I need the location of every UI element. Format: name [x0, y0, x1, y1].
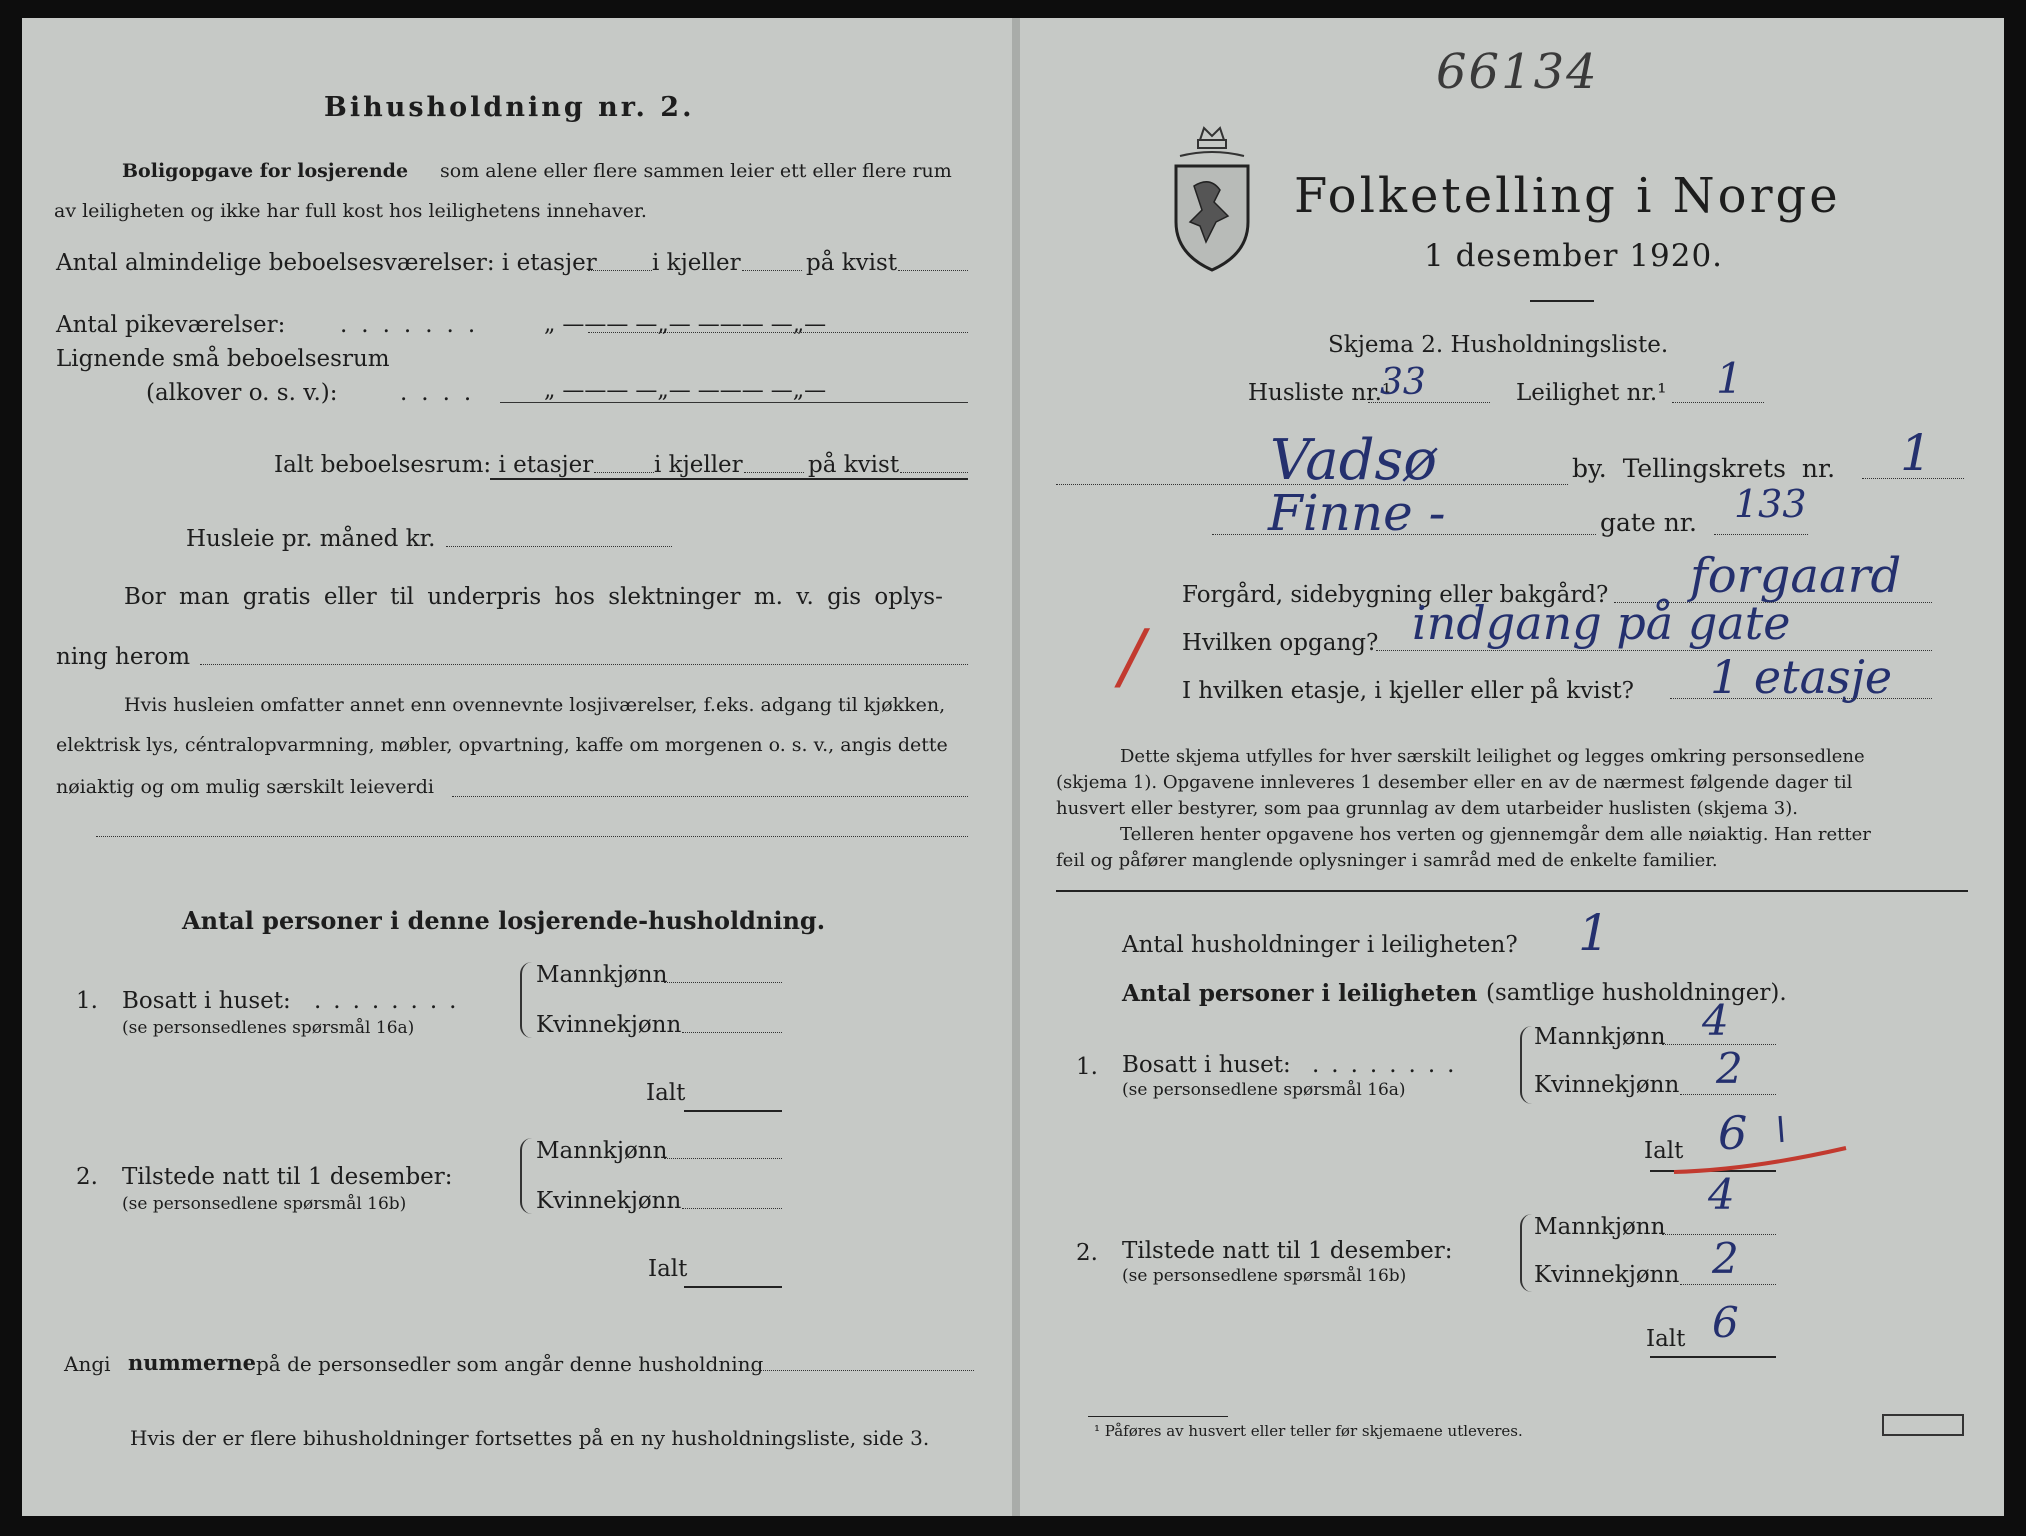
- right-q2-total-line: [1650, 1356, 1776, 1358]
- page-fold: [1012, 18, 1020, 1516]
- schema-label: Skjema 2. Husholdningsliste.: [1328, 332, 1669, 358]
- right-q1-brace: [1520, 1026, 1532, 1104]
- archive-number: 66134: [1436, 44, 1599, 100]
- incl-line-1: Hvis husleien omfatter annet enn ovennevnte losjiværelser, f.eks. adgang til kjøkken,: [124, 694, 946, 716]
- right-q1-male: Mannkjønn: [1534, 1024, 1666, 1050]
- numbers-pre: Angi: [64, 1352, 111, 1376]
- right-q2-male-value: 4: [1708, 1170, 1735, 1219]
- rooms-attic: på kvist: [806, 250, 898, 276]
- incl-line-3: nøiaktig og om mulig særskilt leieverdi: [56, 776, 434, 798]
- rooms-cellar-line: [742, 270, 802, 271]
- total-rooms-underline: [490, 478, 968, 480]
- right-q1-female-value: 2: [1716, 1044, 1743, 1093]
- left-q1-brace: [520, 962, 532, 1038]
- total-rooms-cellar: i kjeller: [654, 452, 743, 478]
- instr-4: Telleren henter opgavene hos verten og gjennemgår dem alle nøiaktig. Han retter: [1120, 824, 1871, 845]
- instr-1: Dette skjema utfylles for hver særskilt leilighet og legges omkring personsedlene: [1120, 746, 1865, 767]
- total-attic-line: [900, 472, 968, 473]
- right-q1-label: Bosatt i huset:: [1122, 1052, 1291, 1078]
- right-q2-female: Kvinnekjønn: [1534, 1262, 1680, 1288]
- a-opgang: indgang på gate: [1412, 596, 1791, 650]
- free-line-1: Bor man gratis eller til underpris hos slektninger m. v. gis oplys-: [124, 584, 943, 610]
- continue-note: Hvis der er flere bihusholdninger fortsettes på en ny husholdningsliste, side 3.: [130, 1426, 930, 1450]
- husliste-label: Husliste nr.¹: [1248, 380, 1392, 406]
- left-heading: Bihusholdning nr. 2.: [324, 92, 695, 123]
- small-rooms-2: (alkover o. s. v.):: [146, 380, 338, 406]
- maid-rooms-line: [588, 332, 968, 333]
- maid-rooms-ditto: „ ——— —„— ——— —„—: [544, 312, 827, 337]
- leilighet-label: Leilighet nr.¹: [1516, 380, 1667, 406]
- left-q2-total-line: [684, 1286, 782, 1288]
- gate-line: [1714, 534, 1808, 535]
- gate-label: gate nr.: [1600, 508, 1697, 537]
- rooms-cellar: i kjeller: [652, 250, 741, 276]
- leilighet-value: 1: [1716, 354, 1743, 403]
- left-q1-note: (se personsedlenes spørsmål 16a): [122, 1018, 415, 1038]
- persons-heading: Antal personer i denne losjerende-husholdning.: [182, 906, 826, 935]
- right-q2-female-value: 2: [1712, 1234, 1739, 1283]
- persons-bold: Antal personer i leiligheten: [1122, 980, 1478, 1007]
- numbers-line: [748, 1370, 974, 1371]
- left-q1-total: Ialt: [646, 1080, 686, 1106]
- households-label: Antal husholdninger i leiligheten?: [1122, 932, 1518, 958]
- left-q1-dots: ........: [314, 988, 469, 1014]
- rent-label: Husleie pr. måned kr.: [186, 526, 436, 552]
- intro-rest-2: av leiligheten og ikke har full kost hos leilighetens innehaver.: [54, 200, 647, 222]
- right-q2-note: (se personsedlene spørsmål 16b): [1122, 1266, 1407, 1286]
- printer-stamp: [1882, 1414, 1964, 1436]
- persons-rest: (samtlige husholdninger).: [1486, 980, 1787, 1006]
- left-q1-total-line: [684, 1110, 782, 1112]
- left-q1-male-line: [664, 982, 782, 983]
- street-line: [1212, 534, 1596, 535]
- left-q2-female-line: [682, 1208, 782, 1209]
- total-rooms-attic: på kvist: [808, 452, 900, 478]
- coat-of-arms-icon: [1170, 126, 1254, 274]
- intro-bold: Boligopgave for losjerende: [122, 160, 409, 182]
- right-q2-female-line: [1680, 1284, 1776, 1285]
- left-q1-male: Mannkjønn: [536, 962, 668, 988]
- red-mark: /: [1120, 614, 1145, 698]
- a-forgard: forgaard: [1690, 548, 1902, 604]
- form-title: Folketelling i Norge: [1294, 168, 1841, 224]
- form-date: 1 desember 1920.: [1424, 238, 1724, 274]
- street-value: Finne -: [1268, 484, 1446, 542]
- incl-line-2: elektrisk lys, céntralopvarmning, møbler, opvartning, kaffe om morgenen o. s. v., angis dette: [56, 734, 948, 756]
- instr-3: husvert eller bestyrer, som paa grunnlag av dem utarbeider huslisten (skjema 3).: [1056, 798, 1798, 819]
- leilighet-line: [1672, 402, 1764, 403]
- title-rule: [1530, 300, 1594, 302]
- q-forgard: Forgård, sidebygning eller bakgård?: [1182, 582, 1609, 608]
- right-q2-total-value: 6: [1712, 1298, 1739, 1347]
- left-q1-female-line: [682, 1032, 782, 1033]
- instr-5: feil og påfører manglende oplysninger i samråd med de enkelte familier.: [1056, 850, 1718, 871]
- right-q2-num: 2.: [1076, 1240, 1098, 1266]
- q-opgang: Hvilken opgang?: [1182, 630, 1379, 656]
- right-q1-female: Kvinnekjønn: [1534, 1072, 1680, 1098]
- incl-line: [452, 796, 968, 797]
- maid-rooms: Antal pikeværelser:: [56, 312, 286, 338]
- small-rooms-ditto: „ ——— —„— ——— —„—: [544, 378, 827, 403]
- left-q2-brace: [520, 1138, 532, 1214]
- rooms-etasjer-line: [588, 270, 652, 271]
- incl-line-extra: [96, 836, 968, 837]
- instr-rule: [1056, 890, 1968, 892]
- gate-value: 133: [1734, 482, 1807, 526]
- numbers-bold: nummerne: [128, 1350, 257, 1375]
- left-q1-num: 1.: [76, 988, 98, 1014]
- right-q1-male-value: 4: [1702, 996, 1729, 1045]
- right-q2-label: Tilstede natt til 1 desember:: [1122, 1238, 1453, 1264]
- intro-rest-1: som alene eller flere sammen leier ett eller flere rum: [440, 160, 952, 182]
- right-q1-num: 1.: [1076, 1054, 1098, 1080]
- left-q2-total: Ialt: [648, 1256, 688, 1282]
- total-cellar-line: [744, 472, 804, 473]
- rent-line: [446, 546, 672, 547]
- left-q1-female: Kvinnekjønn: [536, 1012, 682, 1038]
- right-q1-female-line: [1680, 1094, 1776, 1095]
- instr-2: (skjema 1). Opgavene innleveres 1 desember eller en av de nærmest følgende dager til: [1056, 772, 1853, 793]
- by-label: by. Tellingskrets nr.: [1572, 454, 1836, 483]
- households-value: 1: [1578, 904, 1610, 962]
- right-q2-total: Ialt: [1646, 1326, 1686, 1352]
- right-q1-note: (se personsedlene spørsmål 16a): [1122, 1080, 1406, 1100]
- right-q1-dots: ........: [1312, 1052, 1467, 1078]
- left-q2-female: Kvinnekjønn: [536, 1188, 682, 1214]
- total-rooms-label: Ialt beboelsesrum: i etasjer: [274, 452, 594, 478]
- right-q1-total: Ialt: [1644, 1138, 1684, 1164]
- town-value: Vadsø: [1270, 428, 1437, 493]
- free-line: [200, 664, 968, 665]
- left-q1-label: Bosatt i huset:: [122, 988, 291, 1014]
- right-q2-male: Mannkjønn: [1534, 1214, 1666, 1240]
- small-rooms-1: Lignende små beboelsesrum: [56, 346, 390, 372]
- small-rooms-line: [500, 402, 968, 403]
- right-q2-brace: [1520, 1214, 1532, 1292]
- total-etasjer-line: [594, 472, 654, 473]
- rooms-attic-line: [898, 270, 968, 271]
- etasje-line: [1670, 698, 1932, 699]
- right-q1-total-value: 6: [1718, 1106, 1748, 1160]
- left-q2-note: (se personsedlene spørsmål 16b): [122, 1194, 407, 1214]
- left-q2-label: Tilstede natt til 1 desember:: [122, 1164, 453, 1190]
- left-q2-male: Mannkjønn: [536, 1138, 668, 1164]
- a-etasje: 1 etasje: [1710, 650, 1893, 704]
- footnote-rule: [1088, 1416, 1228, 1417]
- maid-rooms-dots: .......: [340, 312, 490, 338]
- krets-value: 1: [1900, 424, 1932, 482]
- rooms-label: Antal almindelige beboelsesværelser: i etasjer: [56, 250, 597, 276]
- numbers-post: på de personsedler som angår denne husholdning: [256, 1352, 764, 1376]
- husliste-line: [1368, 402, 1490, 403]
- left-q2-num: 2.: [76, 1164, 98, 1190]
- left-page: [22, 18, 1012, 1516]
- krets-line: [1862, 478, 1964, 479]
- red-check-stroke: [1670, 1108, 1854, 1176]
- footnote: ¹ Påføres av husvert eller teller før skjemaene utleveres.: [1094, 1422, 1523, 1440]
- free-line-2: ning herom: [56, 644, 191, 670]
- small-rooms-dots: ....: [400, 380, 486, 406]
- left-q2-male-line: [664, 1158, 782, 1159]
- q-etasje: I hvilken etasje, i kjeller eller på kvist?: [1182, 678, 1634, 704]
- husliste-value: 33: [1380, 362, 1426, 403]
